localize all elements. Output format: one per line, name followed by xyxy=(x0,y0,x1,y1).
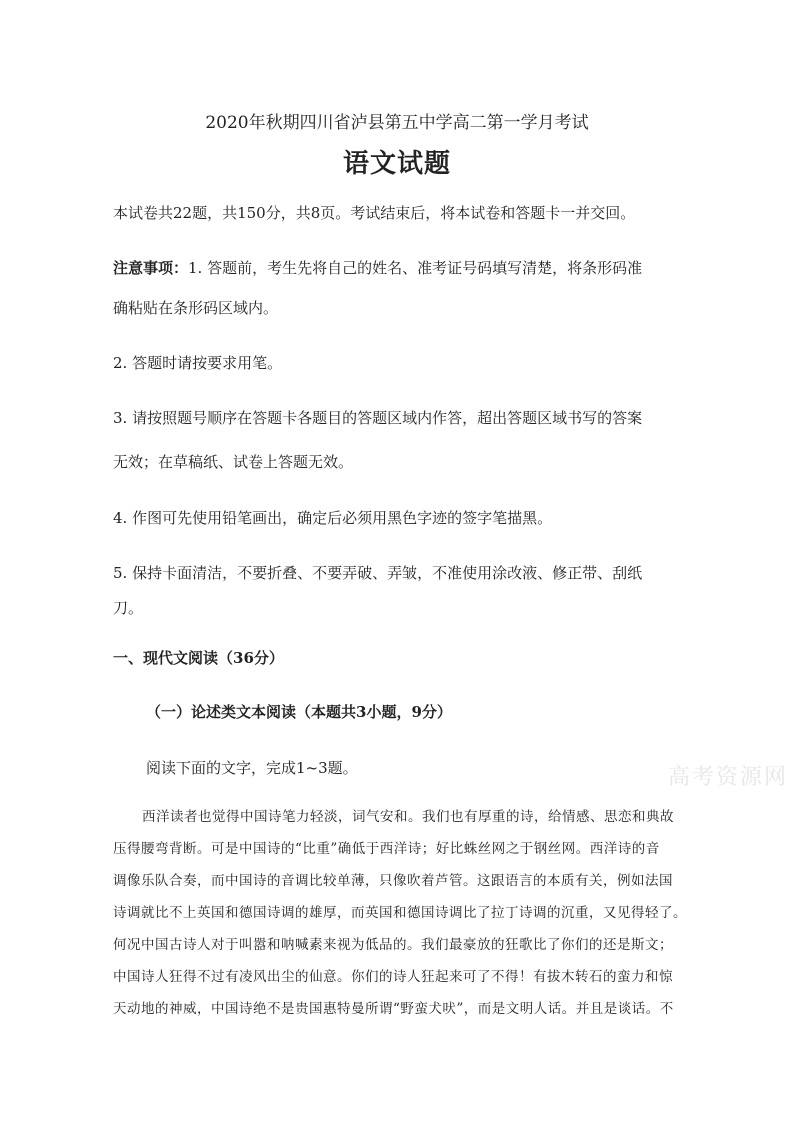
watermark-logo: 高考资源网 xyxy=(668,765,789,790)
passage-line-7: 天动地的神威，中国诗绝不是贵国惠特曼所谓“野蛮犬吠”，而是文明人话。并且是谈话。不 xyxy=(113,1001,674,1017)
notes-item5-line2: 刀。 xyxy=(113,599,144,617)
passage-line-6: 中国诗人狂得不过有凌风出尘的仙意。你们的诗人狂起来可了不得！有拔木转石的蛮力和惊 xyxy=(113,969,673,985)
section1-subheading: （一）论述类文本阅读（本题共3小题，9分） xyxy=(146,703,452,721)
section1-instruction: 阅读下面的文字，完成1~3题。 xyxy=(146,759,358,777)
notes-item3-line1: 3. 请按照题号顺序在答题卡各题目的答题区域内作答，超出答题区域书写的答案 xyxy=(113,409,643,427)
passage-line-1: 西洋读者也觉得中国诗笔力轻淡，词气安和。我们也有厚重的诗，给情感、思恋和典故 xyxy=(142,809,674,825)
passage-line-4: 诗调就比不上英国和德国诗调的雄厚，而英国和德国诗调比了拉丁诗调的沉重，又见得轻了。 xyxy=(113,905,687,921)
notes-item1-line1 xyxy=(113,258,642,278)
notes-label: 注意事项： xyxy=(113,259,189,277)
notes-item1-line2: 确粘贴在条形码区域内。 xyxy=(113,299,279,317)
notes-item4: 4. 作图可先使用铅笔画出，确定后必须用黑色字迹的签字笔描黑。 xyxy=(113,509,553,527)
passage-line-5: 何况中国古诗人对于叫嚣和呐喊素来视为低品的。我们最豪放的狂歌比了你们的还是斯文； xyxy=(113,937,673,953)
passage-line-3: 调像乐队合奏，而中国诗的音调比较单薄，只像吹着芦管。这跟语言的本质有关，例如法国 xyxy=(113,873,673,889)
intro-text: 本试卷共22题，共150分，共8页。考试结束后，将本试卷和答题卡一并交回。 xyxy=(113,204,636,222)
subject-title: 语文试题 xyxy=(342,149,451,179)
passage-line-2: 压得腰弯背断。可是中国诗的“比重”确低于西洋诗；好比蛛丝网之于钢丝网。西洋诗的音 xyxy=(113,841,660,857)
notes-item5-line1: 5. 保持卡面清洁，不要折叠、不要弄破、弄皱，不准使用涂改液、修正带、刮纸 xyxy=(113,564,643,582)
section1-heading: 一、现代文阅读（36分） xyxy=(113,649,284,667)
exam-title: 2020年秋期四川省泸县第五中学高二第一学月考试 xyxy=(205,113,589,133)
notes-item2: 2. 答题时请按要求用笔。 xyxy=(113,354,283,372)
notes-item1-text: 1. 答题前，考生先将自己的姓名、准考证号码填写清楚，将条形码准 xyxy=(188,259,643,277)
notes-item3-line2: 无效；在草稿纸、试卷上答题无效。 xyxy=(113,453,354,471)
